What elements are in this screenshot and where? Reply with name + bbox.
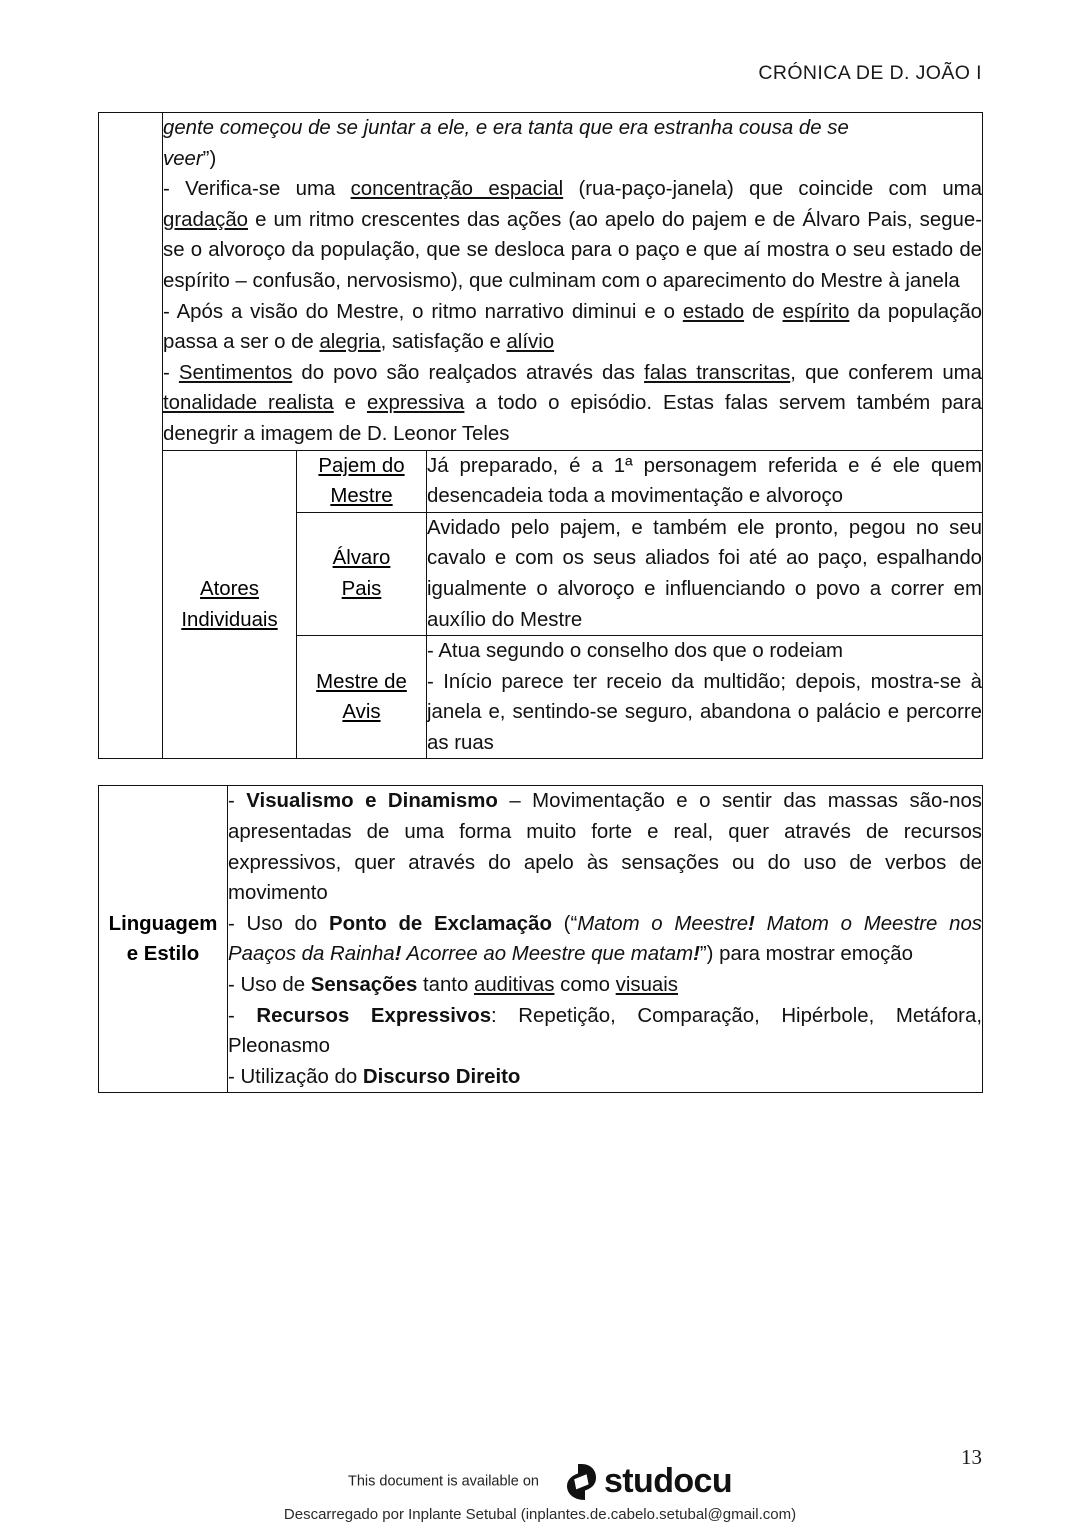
t2-b3-mid-2: como bbox=[554, 974, 616, 997]
t2-b3-mid: tanto bbox=[417, 974, 474, 997]
bullet-ponto-exclamacao bbox=[228, 909, 982, 970]
quote-line-1: gente começou de se juntar a ele, e era tanta que era estranha cousa de se bbox=[163, 117, 849, 139]
t2-b3-underline-2: visuais bbox=[615, 974, 678, 997]
atores-individuais-table bbox=[98, 112, 983, 759]
t2-b1-pre: - bbox=[228, 790, 247, 813]
t2-b2-bold: Ponto de Exclamação bbox=[328, 912, 552, 935]
b2-pre: - Após a visão do Mestre, o ritmo narrativo diminui e o bbox=[163, 300, 683, 323]
atores-label-line-1: Atores bbox=[200, 577, 259, 600]
b3-post: a todo o episódio. Estas falas servem também para denegrir a imagem de D. Leonor Teles bbox=[163, 392, 983, 445]
t2-b2-quote-open: (“ bbox=[551, 912, 578, 935]
actor-name bbox=[297, 451, 426, 512]
quote-line-2: veer bbox=[163, 147, 203, 170]
linguagem-estilo-label-cell bbox=[99, 786, 228, 1093]
atores-individuais-label-cell bbox=[163, 450, 297, 759]
atores-label bbox=[163, 574, 296, 635]
actor-name-line-2: Pais bbox=[341, 577, 382, 600]
intro-quote-paragraph bbox=[163, 113, 982, 174]
actor-description-cell bbox=[427, 512, 983, 635]
actor-name bbox=[297, 543, 426, 604]
t2-b2-pre: - Uso do bbox=[228, 912, 329, 935]
bullet-apos-visao bbox=[163, 297, 982, 358]
t2-b2-bang-3: ! bbox=[693, 943, 700, 966]
document-header-title: CRÓNICA DE D. JOÃO I bbox=[758, 62, 982, 84]
b3-mid-1: do povo são realçados através das bbox=[292, 361, 645, 384]
t2-b3-pre: - Uso de bbox=[228, 974, 311, 997]
t2-b5-bold: Discurso Direito bbox=[362, 1065, 521, 1088]
actor-description-cell bbox=[427, 636, 983, 759]
studocu-brand-name: studocu bbox=[604, 1462, 733, 1500]
table-row bbox=[99, 786, 983, 1093]
t2-b1-post: – Movimentação e o sentir das massas são-nos apresentadas de uma forma muito forte e real, quer através de recursos expressivos, quer através do apelo às sensações ou do uso de verbos de movimento bbox=[228, 790, 982, 905]
studocu-logo-icon bbox=[561, 1463, 597, 1501]
actor-description-line-1: - Atua segundo o conselho dos que o rodeiam bbox=[427, 640, 844, 663]
actor-description-cell bbox=[427, 450, 983, 512]
t2-b1-bold: Visualismo e Dinamismo bbox=[246, 790, 498, 813]
actor-name bbox=[297, 667, 426, 728]
b2-mid-2: da população passa a ser o de bbox=[163, 300, 983, 354]
linguagem-estilo-content-cell bbox=[228, 786, 983, 1093]
t2-b5-pre: - Utilização do bbox=[228, 1065, 363, 1088]
t2-b2-quote-close: ”) bbox=[699, 943, 714, 966]
actor-name-line-1: Pajem do bbox=[318, 454, 405, 477]
bullet-recursos-expressivos bbox=[228, 1001, 982, 1062]
actor-name-cell bbox=[297, 450, 427, 512]
t2-b4-bold: Recursos Expressivos bbox=[256, 1004, 492, 1027]
studocu-available-text: This document is available on bbox=[347, 1473, 539, 1490]
bullet-sensacoes bbox=[228, 970, 982, 1001]
t2-b3-bold: Sensações bbox=[310, 974, 418, 997]
bullet-visualismo-dinamismo bbox=[228, 786, 982, 908]
actor-name-line-2: Avis bbox=[342, 701, 381, 724]
b3-underline-3: tonalidade realista bbox=[163, 392, 334, 415]
table-row bbox=[99, 450, 983, 512]
b1-pre: - Verifica-se uma bbox=[163, 178, 351, 201]
linguagem-label-line-2: e Estilo bbox=[126, 943, 200, 966]
actor-name-cell bbox=[297, 636, 427, 759]
actor-name-cell bbox=[297, 512, 427, 635]
b3-pre: - bbox=[163, 361, 179, 384]
b3-underline-4: expressiva bbox=[366, 392, 465, 415]
b1-underline-1: concentração espacial bbox=[350, 178, 564, 201]
b1-mid: (rua-paço-janela) que coincide com uma bbox=[563, 178, 983, 201]
intro-text-cell bbox=[163, 113, 983, 451]
page-number: 13 bbox=[961, 1445, 982, 1469]
page-footer bbox=[0, 1440, 1080, 1528]
linguagem-e-estilo-table bbox=[98, 785, 983, 1093]
b3-mid-2: , que conferem uma bbox=[790, 361, 982, 384]
page-content bbox=[98, 112, 982, 1093]
t2-b2-quote-1: Matom o Meestre bbox=[577, 912, 749, 935]
bullet-concentracao-espacial bbox=[163, 174, 982, 296]
t2-b2-bang-1: ! bbox=[748, 912, 755, 935]
b3-mid-3: e bbox=[333, 392, 367, 415]
linguagem-label-line-1: Linguagem bbox=[108, 912, 218, 935]
b3-underline-1: Sentimentos bbox=[178, 361, 293, 384]
linguagem-estilo-label bbox=[99, 909, 227, 970]
b2-underline-2: espírito bbox=[782, 300, 850, 323]
studocu-download-line: Descarregado por Inplante Setubal (inplantes.de.cabelo.setubal@gmail.com) bbox=[283, 1506, 797, 1523]
actor-description: Já preparado, é a 1ª personagem referida e é ele quem desencadeia toda a movimentação e alvoroço bbox=[427, 454, 983, 508]
b3-underline-2: falas transcritas bbox=[644, 361, 791, 384]
t2-b4-pre: - bbox=[228, 1004, 257, 1027]
b2-mid-1: de bbox=[744, 300, 783, 323]
b2-underline-3: alegria bbox=[319, 331, 381, 354]
t2-b2-post: para mostrar emoção bbox=[713, 943, 913, 966]
t2-b2-bang-2: ! bbox=[394, 943, 402, 966]
t2-b3-underline-1: auditivas bbox=[473, 974, 555, 997]
quote-close: ”) bbox=[202, 147, 217, 170]
atores-label-line-2: Individuais bbox=[181, 608, 278, 631]
bullet-discurso-direito bbox=[228, 1062, 982, 1093]
actor-description-line-2: - Início parece ter receio da multidão; depois, mostra-se à janela e, sentindo-se seguro, abandona o palácio e percorre as ruas bbox=[427, 670, 983, 754]
t2-b2-quote-2: Matom o Meestre nos Paaços da Rainha bbox=[228, 912, 983, 966]
b2-underline-1: estado bbox=[682, 300, 745, 323]
studocu-watermark bbox=[0, 1462, 1080, 1501]
table-row bbox=[99, 113, 983, 451]
actor-description: Avidado pelo pajem, e também ele pronto, pegou no seu cavalo e com os seus aliados foi até ao paço, espalhando igualmente o alvoroço e influenciando o povo a correr em auxílio do Mestre bbox=[427, 516, 983, 631]
t2-b4-post: : Repetição, Comparação, Hipérbole, Metáfora, Pleonasmo bbox=[228, 1004, 982, 1058]
b2-underline-4: alívio bbox=[506, 331, 555, 354]
b1-post: e um ritmo crescentes das ações (ao apelo do pajem e de Álvaro Pais, segue-se o alvoroço da população, que se desloca para o paço e que aí mostra o seu estado de espírito – confusão, nervosismo), que culminam com o aparecimento do Mestre à janela bbox=[163, 208, 983, 292]
b2-mid-3: , satisfação e bbox=[380, 331, 507, 354]
actor-name-line-2: Mestre bbox=[330, 485, 393, 508]
actor-name-line-1: Mestre de bbox=[316, 670, 407, 693]
t2-b2-quote-3: Acorree ao Meestre que matam bbox=[401, 943, 694, 966]
b1-underline-2: gradação bbox=[163, 208, 249, 231]
table1-left-spacer-cell bbox=[99, 113, 163, 759]
actor-name-line-1: Álvaro bbox=[332, 547, 391, 570]
bullet-sentimentos bbox=[163, 358, 982, 450]
table-separator-gap bbox=[98, 759, 982, 785]
